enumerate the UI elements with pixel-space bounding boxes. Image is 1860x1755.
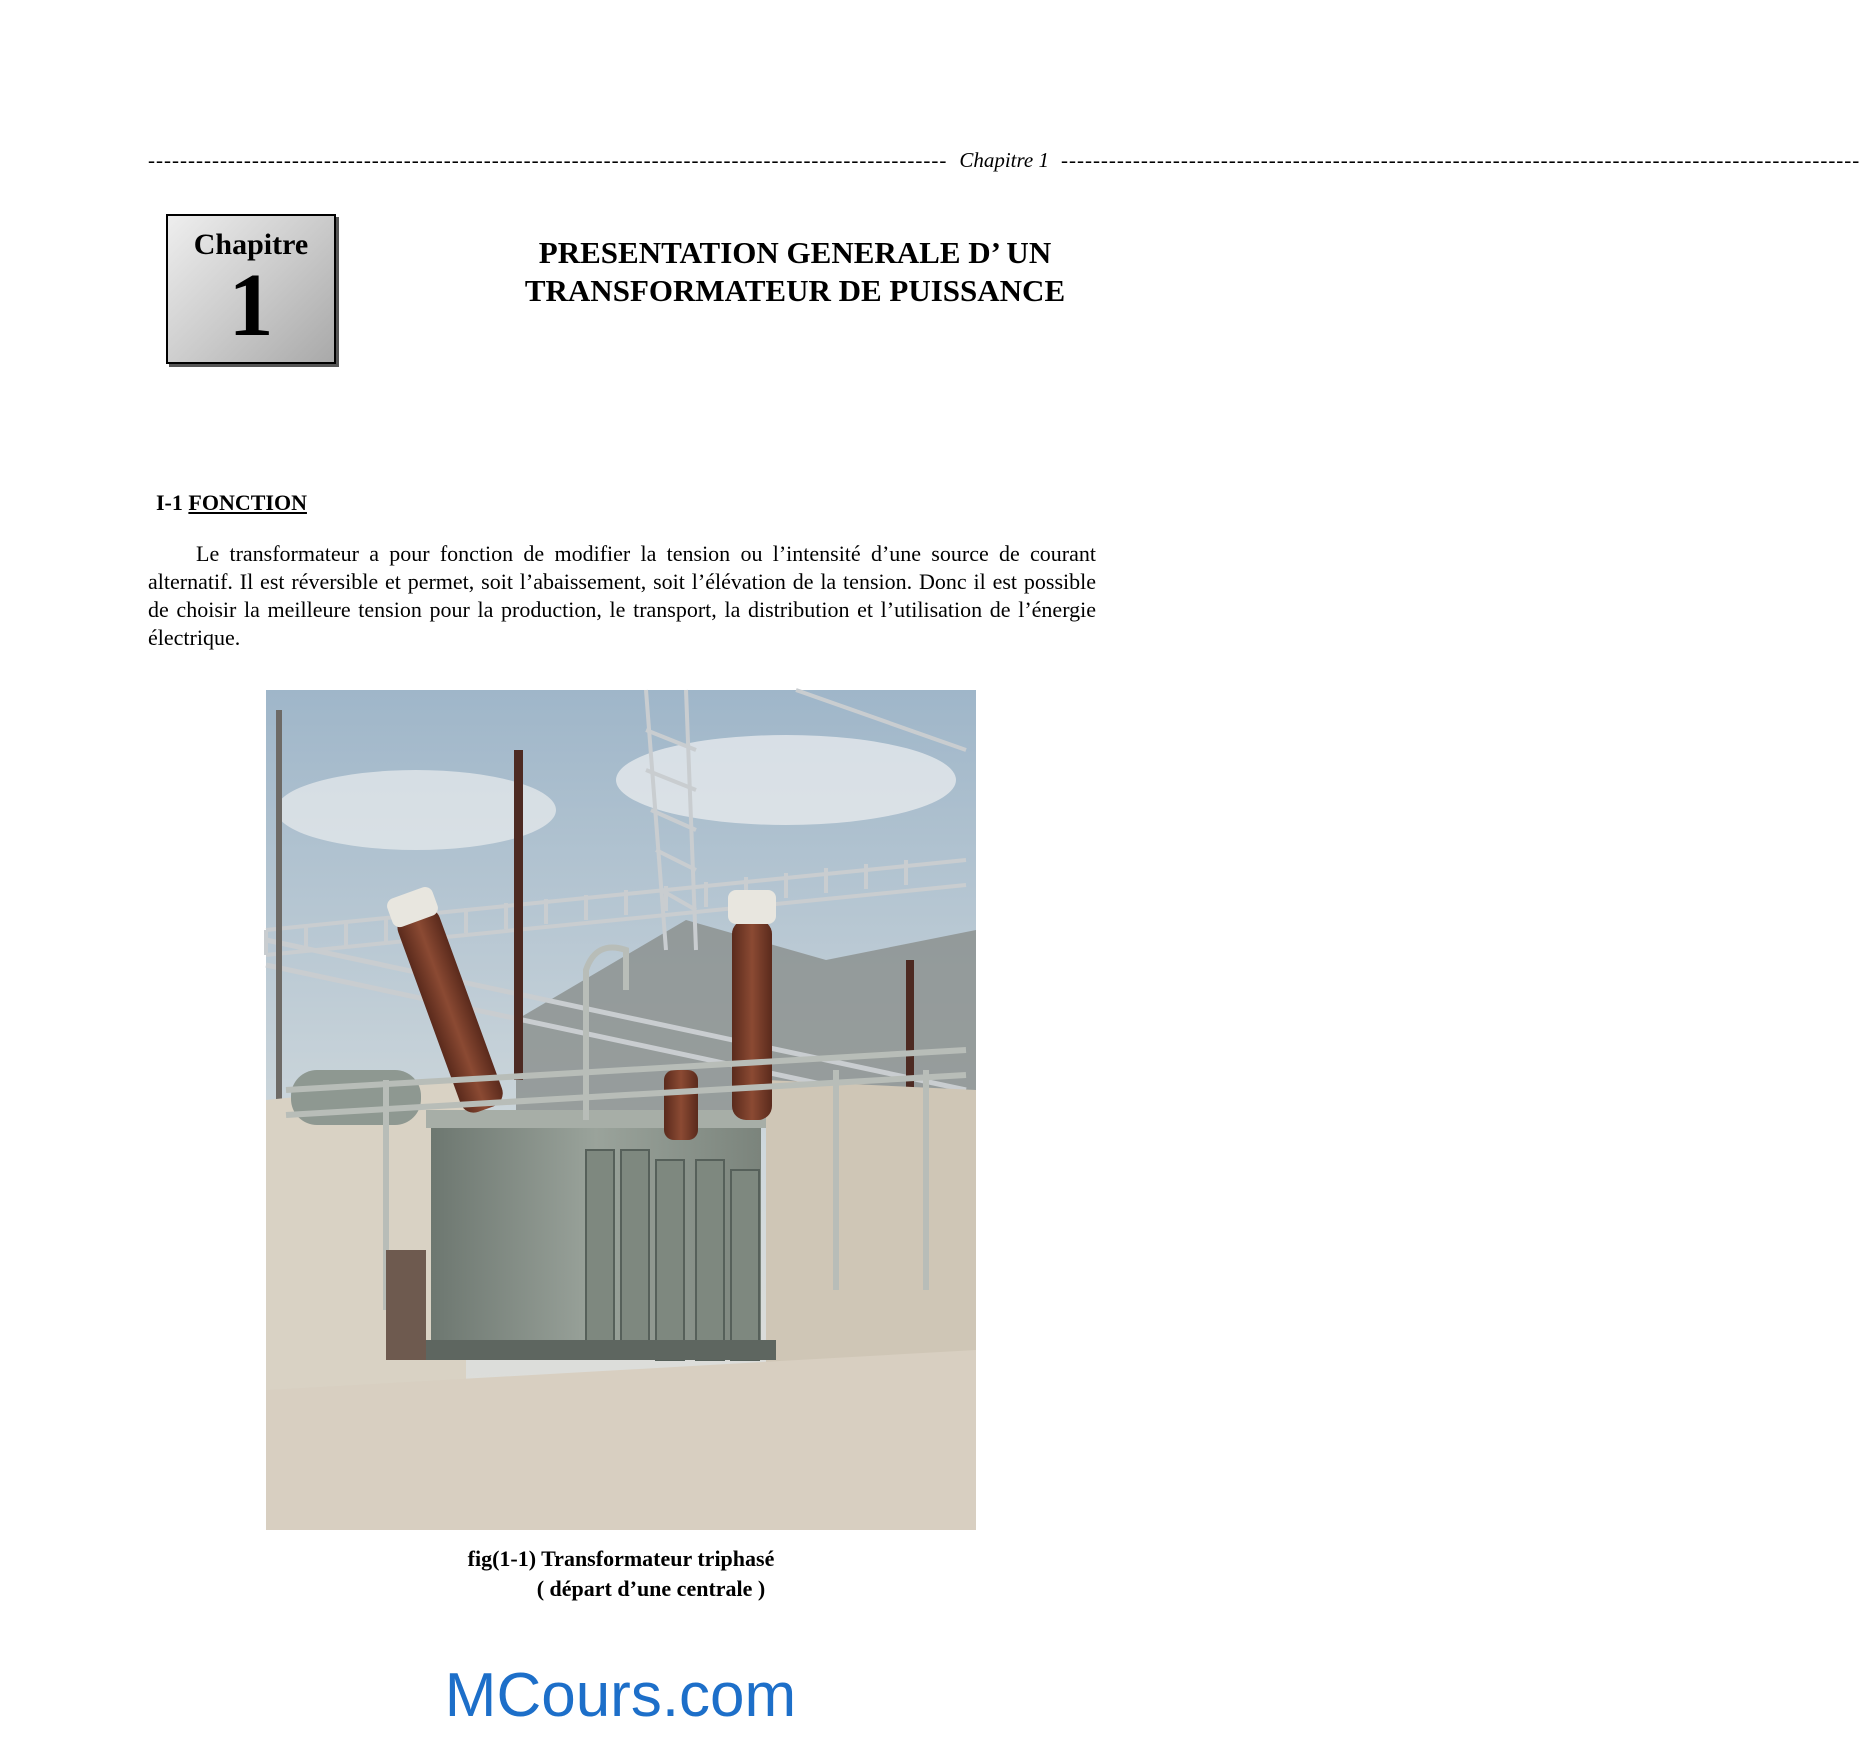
header-rule-right: ---------------------------------------------------------------------------------------------------- — [1060, 148, 1860, 172]
figure-caption-line1: fig(1-1) Transformateur triphasé — [467, 1546, 775, 1571]
watermark-logo: MCours.com — [444, 1661, 797, 1730]
running-title: Chapitre 1 — [959, 148, 1049, 172]
chapter-word: Chapitre — [193, 228, 309, 261]
section-title: FONCTION — [188, 490, 307, 515]
transformer-photo — [266, 690, 976, 1530]
header-rule-left: ---------------------------------------------------------------------------------------------------- — [148, 148, 948, 172]
chapter-box — [166, 214, 336, 364]
chapter-title-line2: TRANSFORMATEUR DE PUISSANCE — [524, 273, 1066, 308]
transformer-illustration — [266, 690, 976, 1530]
section-number: I-1 — [156, 490, 183, 515]
figure-caption — [266, 1544, 976, 1604]
figure-caption-line2: ( départ d’une centrale ) — [536, 1576, 766, 1601]
running-header — [148, 148, 1860, 173]
chapter-number: 1 — [228, 256, 274, 355]
chapter-title-line1: PRESENTATION GENERALE D’ UN — [538, 235, 1052, 270]
section-paragraph: Le transformateur a pour fonction de modifier la tension ou l’intensité d’une source de courant alternatif. Il est réversible et permet, soit l’abaissement, soit l’élévation de la tension. Donc il est possible de choisir la meilleure tension pour la production, le transport, la distribution et l’utilisation de l’énergie électrique. — [148, 541, 1096, 650]
section-heading — [156, 490, 307, 516]
chapter-title — [470, 234, 1120, 310]
